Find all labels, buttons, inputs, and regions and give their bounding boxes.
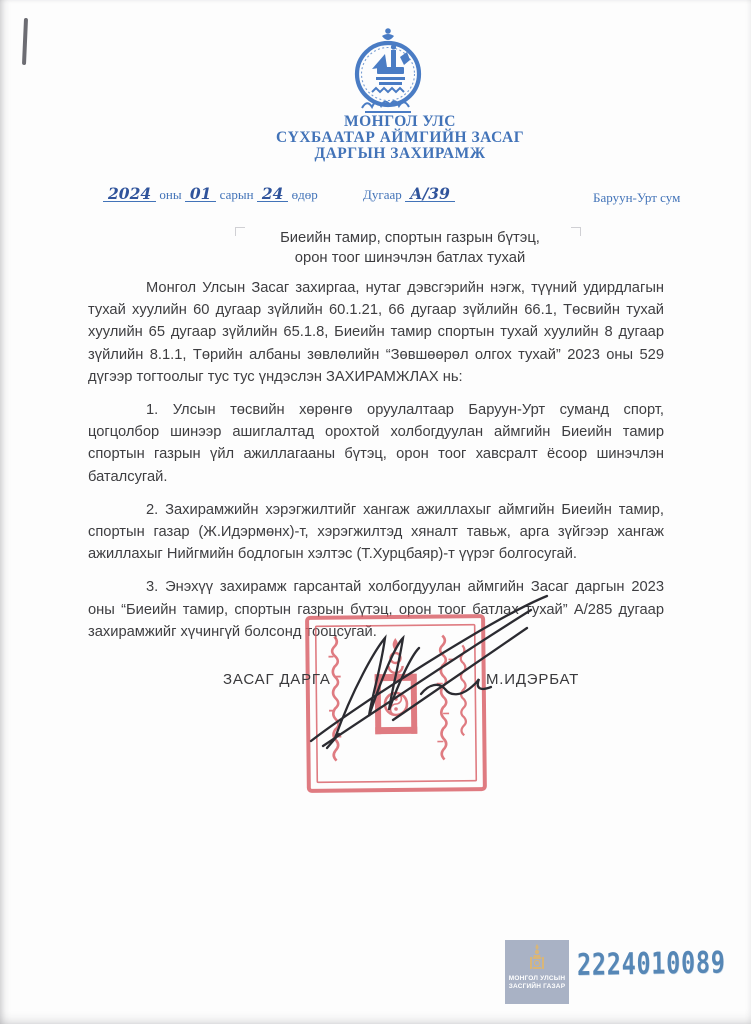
signer-name: М.ИДЭРБАТ [486, 671, 580, 688]
date-line [103, 184, 318, 203]
number-value: А/39 [405, 187, 455, 202]
registration-number-stamp: 2224010089 [576, 945, 726, 983]
month-value: 01 [185, 187, 217, 202]
year-value: 2024 [103, 187, 156, 202]
gov-logo-line2: ЗАСГИЙН ГАЗАР [508, 982, 566, 990]
mongolia-state-emblem-icon [351, 24, 425, 121]
clause-3: 3. Энэхүү захирамж гарсантай холбогдуулан аймгийн Засаг даргын 2023 оны “Биеийн тамир, спортын газрын бүтэц, орон тоог батлах тухай” А/285 дугаар захирамжийг хүчингүй болсонд тооцсугай. [88, 579, 664, 640]
day-value: 24 [257, 187, 289, 202]
year-label: оны [159, 187, 182, 202]
preamble-paragraph: Монгол Улсын Засаг захиргаа, нутаг дэвсгэрийн нэгж, түүний удирдлагын тухай хуулийн 60 дугаар зүйлийн 60.1.21, 66 дугаар зүйлийн 66.1, Төсвийн тухай хуулийн 65 дугаар зүйлийн 65.1.8, Биеийн тамир спортын тухай хуулийн 8 дугаар зүйлийн 8.1.1, Төрийн албаны зөвлөлийн “Зөвшөөрөл олгох тухай” 2023 оны 529 дүгээр тогтоолыг тус тус үндэслэн ЗАХИРАМЖЛАХ нь: [88, 280, 664, 385]
month-label: сарын [219, 187, 254, 202]
scan-artifact-mark [22, 18, 28, 65]
soyombo-icon [528, 944, 546, 972]
document-number-line [363, 184, 455, 203]
document-type: ДАРГЫН ЗАХИРАМЖ [314, 145, 486, 162]
day-label: өдөр [291, 187, 318, 202]
clause-1: 1. Улсын төсвийн хөрөнгө оруулалтаар Баруун-Урт суманд спорт, цогцолбор шинээр ашиглалтад орохтой холбогдуулан аймгийн Биеийн тамир спортын газрын үйл ажиллагааны бүтэц, орон тоог хавсралт ёсоор шинэчлэн баталсугай. [88, 402, 664, 485]
corner-mark-right [571, 227, 581, 236]
location: Баруун-Урт сум [593, 190, 681, 205]
corner-mark-left [235, 227, 245, 236]
government-of-mongolia-logo-icon [505, 940, 569, 1004]
issuing-authority: СҮХБААТАР АЙМГИЙН ЗАСАГ [275, 129, 525, 146]
letterhead [250, 114, 550, 162]
number-label: Дугаар [363, 187, 402, 202]
subject-line2: орон тоог шинэчлэн батлах тухай [294, 249, 526, 266]
clause-2: 2. Захирамжийн хэрэгжилтийг хангаж ажиллахыг аймгийн Биеийн тамир, спортын газар (Ж.Идэрмөнх)-т, хэрэгжилтэд хяналт тавьж, арга зүйгээр хангаж ажиллахыг Нийгмийн бодлогын хэлтэс (Т.Хурцбаяр)-т үүрэг болгосугай. [88, 501, 664, 563]
gov-logo-line1: МОНГОЛ УЛСЫН [508, 975, 566, 982]
subject-title [269, 229, 551, 268]
subject-line1: Биеийн тамир, спортын газрын бүтэц, [280, 230, 540, 246]
signer-title: ЗАСАГ ДАРГА [223, 671, 331, 688]
country-name: МОНГОЛ УЛС [343, 113, 456, 130]
